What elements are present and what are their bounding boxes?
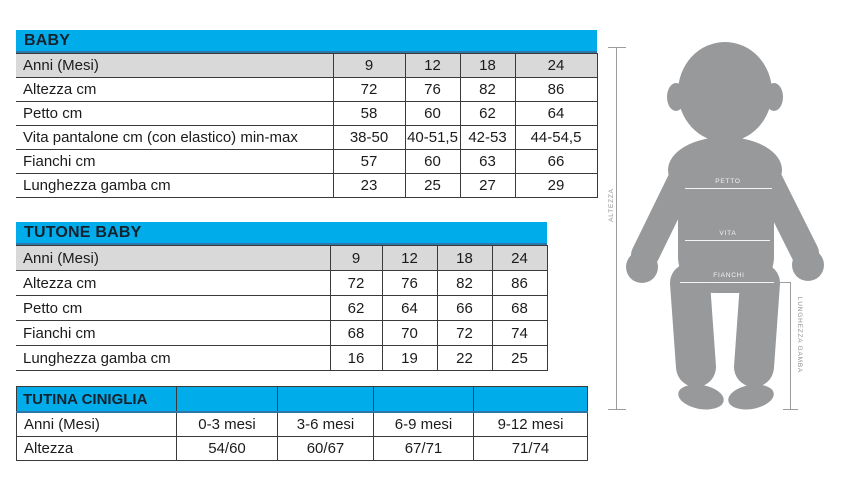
column-header-cell: 6-9 mesi [374,412,474,437]
row-label: Fianchi cm [16,150,333,174]
column-header-cell: 9 [330,246,382,271]
value-cell: 60/67 [278,437,374,461]
column-header-cell: 18 [437,246,492,271]
value-cell: 72 [330,271,382,296]
table-row [16,321,547,346]
value-cell: 23 [333,174,405,198]
value-cell: 42-53 [460,126,515,150]
value-cell: 64 [515,102,597,126]
tutina-ciniglia-size-table [16,386,587,461]
value-cell: 82 [437,271,492,296]
row-label: Petto cm [16,102,333,126]
column-header-cell: 24 [492,246,547,271]
value-cell: 25 [492,346,547,371]
table-title: BABY [16,30,597,53]
size-table-grid [16,386,588,461]
table-title-empty-cell [474,387,588,413]
column-header-cell: 0-3 mesi [177,412,278,437]
value-cell: 76 [405,78,460,102]
table-title-empty-cell [278,387,374,413]
value-cell: 72 [437,321,492,346]
baby-silhouette-figure [600,25,849,425]
column-header-row [17,412,588,437]
table-title: TUTONE BABY [16,222,547,245]
value-cell: 16 [330,346,382,371]
tutone-baby-size-table [16,222,547,371]
row-label: Altezza cm [16,271,330,296]
table-row [16,78,597,102]
value-cell: 22 [437,346,492,371]
value-cell: 60 [405,102,460,126]
table-row [16,296,547,321]
value-cell: 66 [437,296,492,321]
column-header-cell: 24 [515,54,597,78]
row-label: Lunghezza gamba cm [16,346,330,371]
row-label: Lunghezza gamba cm [16,174,333,198]
column-header-label: Anni (Mesi) [17,412,177,437]
value-cell: 62 [330,296,382,321]
column-header-cell: 9 [333,54,405,78]
value-cell: 68 [492,296,547,321]
value-cell: 70 [382,321,437,346]
table-row [16,150,597,174]
value-cell: 27 [460,174,515,198]
table-row [16,126,597,150]
column-header-label: Anni (Mesi) [16,246,330,271]
column-header-row [16,54,597,78]
value-cell: 29 [515,174,597,198]
row-label: Altezza cm [16,78,333,102]
value-cell: 66 [515,150,597,174]
value-cell: 64 [382,296,437,321]
column-header-cell: 12 [405,54,460,78]
value-cell: 60 [405,150,460,174]
value-cell: 68 [330,321,382,346]
table-row [16,174,597,198]
column-header-label: Anni (Mesi) [16,54,333,78]
row-label: Petto cm [16,296,330,321]
value-cell: 82 [460,78,515,102]
value-cell: 76 [382,271,437,296]
value-cell: 57 [333,150,405,174]
value-cell: 72 [333,78,405,102]
table-title-empty-cell [177,387,278,413]
lunghezza-gamba-ruler-label: LUNGHEZZA GAMBA [796,296,803,374]
value-cell: 44-54,5 [515,126,597,150]
column-header-cell: 9-12 mesi [474,412,588,437]
row-label: Fianchi cm [16,321,330,346]
row-label: Vita pantalone cm (con elastico) min-max [16,126,333,150]
column-header-row [16,246,547,271]
table-title: TUTINA CINIGLIA [17,387,177,413]
value-cell: 74 [492,321,547,346]
value-cell: 86 [515,78,597,102]
value-cell: 19 [382,346,437,371]
value-cell: 40-51,5 [405,126,460,150]
vita-line-label: VITA [719,230,737,237]
altezza-ruler-label: ALTEZZA [608,188,615,222]
value-cell: 54/60 [177,437,278,461]
value-cell: 63 [460,150,515,174]
column-header-cell: 18 [460,54,515,78]
column-header-cell: 12 [382,246,437,271]
column-header-cell: 3-6 mesi [278,412,374,437]
value-cell: 86 [492,271,547,296]
value-cell: 25 [405,174,460,198]
size-table-grid [16,245,548,371]
altezza-ruler [608,47,626,410]
table-row [16,271,547,296]
value-cell: 71/74 [474,437,588,461]
value-cell: 62 [460,102,515,126]
value-cell: 38-50 [333,126,405,150]
table-row [16,102,597,126]
baby-size-table [16,30,597,198]
fianchi-line-label: FIANCHI [713,272,745,279]
table-row [17,437,588,461]
row-label: Altezza [17,437,177,461]
table-title-empty-cell [374,387,474,413]
value-cell: 67/71 [374,437,474,461]
petto-line-label: PETTO [715,178,741,185]
table-title-row [17,387,588,413]
size-table-grid [16,53,598,198]
value-cell: 58 [333,102,405,126]
table-row [16,346,547,371]
